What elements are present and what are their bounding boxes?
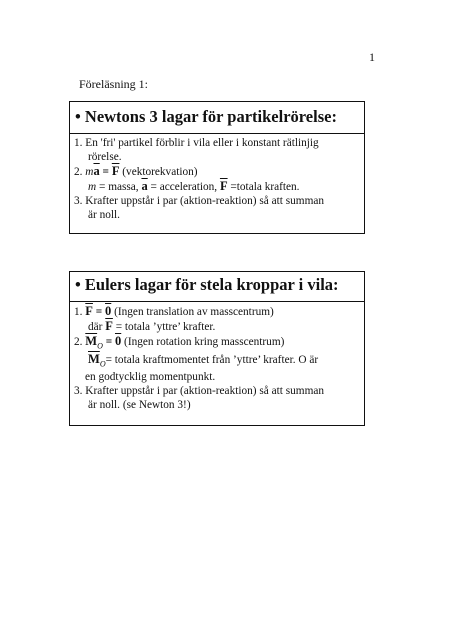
acceleration-vector-def: $\overline{a}$ bbox=[141, 178, 148, 193]
euler-law-1-definition bbox=[74, 320, 364, 335]
euler-law-3: 3. Krafter uppstår i par (aktion-reaktion) så att summan bbox=[74, 385, 325, 398]
newton-law-1: 1. En 'fri' partikel förblir i vila eller i konstant rätlinjig bbox=[74, 137, 319, 149]
moment-vector-def: $\overline{M}$ bbox=[88, 351, 100, 366]
euler-law-2-num: 2. bbox=[74, 335, 86, 348]
zero-vector: 0 bbox=[114, 333, 122, 348]
force-def-text: = totala ’yttre’ krafter. bbox=[112, 320, 216, 333]
newton-law-1-cont: rörelse. bbox=[88, 150, 122, 163]
acceleration-vector: $\overline{a}$ bbox=[93, 163, 100, 178]
lecture-label: Föreläsning 1: bbox=[79, 77, 148, 91]
newton-laws-box bbox=[69, 101, 365, 234]
newton-laws-title: • Newtons 3 lagar för partikelrörelse: bbox=[75, 107, 337, 126]
force-vector-def: $\overline{F}$ bbox=[105, 318, 113, 333]
newton-law-2-definitions bbox=[74, 180, 364, 195]
page-number: 1 bbox=[369, 50, 375, 64]
force-def-text: =totala kraften. bbox=[227, 180, 300, 193]
newton-laws-list bbox=[70, 134, 364, 222]
newton-law-3-cont: är noll. bbox=[88, 208, 120, 221]
translation-note: (Ingen translation av masscentrum) bbox=[111, 306, 274, 318]
zero-vector: 0 bbox=[105, 304, 112, 318]
force-vector: $\overline{F}$ bbox=[111, 163, 120, 178]
euler-law-1-num: 1. bbox=[74, 306, 86, 318]
euler-laws-title: • Eulers lagar för stela kroppar i vila: bbox=[75, 275, 339, 294]
euler-law-2-definition bbox=[74, 353, 364, 371]
euler-law-2-definition-cont: en godtycklig momentpunkt. bbox=[85, 371, 216, 384]
mass-def-text: = massa, bbox=[96, 180, 142, 193]
moment-subscript-def: O bbox=[99, 359, 106, 369]
mass-symbol-def: m bbox=[88, 180, 97, 193]
moment-def-text: = totala kraftmomentet från ’yttre’ krafter. O är bbox=[105, 353, 319, 366]
moment-subscript: O bbox=[97, 341, 103, 351]
newton-law-3: 3. Krafter uppstår i par (aktion-reaktion) så att summan bbox=[74, 194, 325, 207]
euler-law-1 bbox=[74, 305, 364, 320]
newton-law-2-num: 2. bbox=[74, 165, 86, 178]
newton-law-2 bbox=[74, 165, 364, 180]
euler-law-3-cont: är noll. (se Newton 3!) bbox=[88, 398, 191, 411]
euler-law-2 bbox=[74, 335, 364, 353]
where-word: där bbox=[88, 320, 106, 333]
vector-equation-note: (vektorekvation) bbox=[119, 165, 198, 178]
equals-sign: = bbox=[92, 306, 106, 318]
acceleration-def-text: = acceleration, bbox=[147, 180, 220, 193]
euler-laws-list bbox=[70, 302, 364, 413]
equals-sign: = bbox=[102, 335, 115, 348]
moment-vector: $\overline{M}$ bbox=[85, 333, 98, 348]
rotation-note: (Ingen rotation kring masscentrum) bbox=[121, 335, 285, 348]
mass-symbol: m bbox=[85, 165, 94, 178]
force-vector-def: $\overline{F}$ bbox=[219, 178, 228, 193]
euler-laws-box bbox=[69, 271, 365, 426]
force-vector-sum: $\overline{F}$ bbox=[85, 304, 93, 318]
equals-sign: = bbox=[99, 165, 112, 178]
